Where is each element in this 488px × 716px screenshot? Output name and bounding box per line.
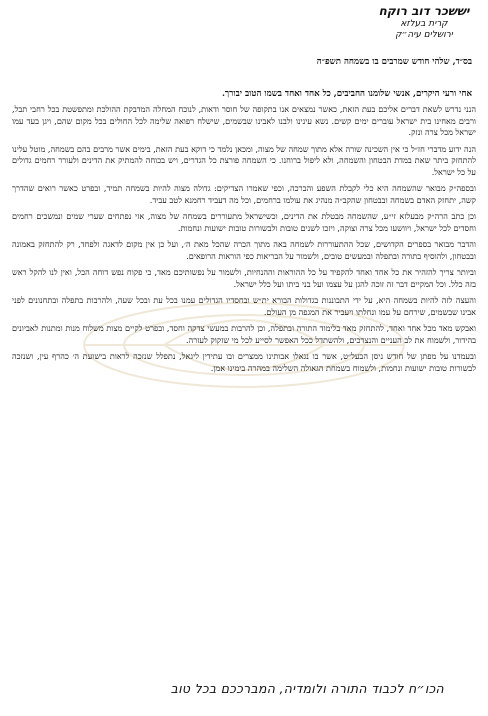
handwritten-signature: הכו״ח לכבוד התורה ולומדיה, המברככם בכל טוב [170, 681, 444, 696]
letterhead-name: יששכר דוב רוקח [378, 4, 470, 18]
paragraph: הנני נדרש לשאת דברים אליכם בעת הזאת, כאשר נמצאים אנו בתקופה של חוסר ודאות, לנוכח המחלה המדבקת ההולכת ומתפשטת בכל רחבי תבל, ורבים מאחינו בית ישראל עוברים ימים קשים. נשא עינינו ולבנו לאבינו שבשמים, שישלח רפואה שלימה לכל החולים בכל מקום שהם, ויגן בעד עמו ישראל מכל צרה ונזק. [12, 104, 476, 137]
letterhead-line-2: ירושלים עיה״ק [395, 30, 453, 40]
paragraph: הנה ידוע מדברי חז״ל כי אין השכינה שורה אלא מתוך שמחה של מצוה, ומכאן נלמד כי דוקא בעת הזאת, בימים אשר מרבים בהם בשמחה, מוטל עלינו להתחזק ביתר שאת במדת הבטחון והשמחה, ולא ליפול ברוחנו. כי השמחה פורצת כל הגדרים, ויש בכוחה להמתיק את הדינים ולעורר רחמים גדולים על כל ישראל. [12, 143, 476, 177]
letter-body [12, 104, 476, 678]
paragraph: והעצה לזה להיות בשמחה היא, על ידי התבוננות בגדולות הבורא ית״ש ובחסדיו הגדולים עמנו בכל עת ובכל שעה, ולהרבות בתפלה ובתחנונים לפני אבינו שבשמים, שירחם על עמו ונחלתו ויעביר את המגפה מן העולם. [12, 295, 476, 317]
paragraph: וביותר צריך להזהיר את כל אחד ואחד להקפיד על כל ההוראות וההנחיות, ולשמור על נפשותיכם מאד, כי פקוח נפש דוחה הכל, ואין לנו להקל ראש בזה כלל. וכל המקיים דבר זה זוכה להגן על עצמו ועל בני ביתו ועל כלל ישראל. [12, 267, 476, 289]
paragraph: ובעמדנו על מפתן של חודש ניסן הבעל״ט, אשר בו נגאלו אבותינו ממצרים ובו עתידין ליגאל, נתפלל שנזכה לראות בישועת ה׳ כהרף עין, ושנזכה לבשורות טובות ישועות ונחמות, ולשמוח בשמחת הגאולה השלימה במהרה בימינו אמן. [12, 351, 476, 373]
paragraph: ובספה״ק מבואר שהשמחה היא כלי לקבלת השפע והברכה, וכפי שאמרו הצדיקים: גדולה מצוה להיות בשמחה תמיד, ובפרט כאשר רואים שהדרך קשה, יתחזק האדם בשמחה ובבטחון שהקב״ה מנהיג את עולמו ברחמים, וכל מה דעביד רחמנא לטב עביד. [12, 183, 476, 205]
paragraph: ואבקש מאד מכל אחד ואחד, להתחזק מאד בלימוד התורה ובתפלה, וכן להרבות במעשי צדקה וחסד, ובפרט לקיים מצות משלוח מנות ומתנות לאביונים בהידור, ולשמוח את לב העניים והנצרכים, ולהשתדל ככל האפשר לסייע לכל מי שזקוק לעזרה. [12, 323, 476, 345]
date-line: בס״ד, שלהי חודש שמרבים בו בשמחה תשפ״ה [316, 57, 472, 67]
paragraph: וכן כתב הרה״ק מבעלזא זי״ע, שהשמחה מבטלת את הדינים, וכשישראל מתעוררים בשמחה של מצוה, אזי נפתחים שערי שמים ונמשכים רחמים וחסדים לכל ישראל, ויוושעו מכל צרה וצוקה, ויזכו לשנים טובות ולבשורות טובות ישועות ונחמות. [12, 211, 476, 233]
letterhead-line-1: קרית בעלזא [400, 19, 448, 29]
greeting: אחי ורעי היקרים, אנשי שלומנו החביבים, כל אחד ואחד בשמו הטוב יבורך. [221, 89, 472, 99]
paragraph: והדבר מבואר בספרים הקדושים, שכל ההתעוררות לשמחה באה מתוך הכרה שהכל מאת ה׳, ועל כן אין מקום לדאגה ולפחד, רק להתחזק באמונה ובבטחון, ולהוסיף בתורה ובתפלה ובמעשים טובים, ולשמור על הבריאות כפי הוראות הרופאים. [12, 239, 476, 261]
letterhead [374, 4, 474, 40]
